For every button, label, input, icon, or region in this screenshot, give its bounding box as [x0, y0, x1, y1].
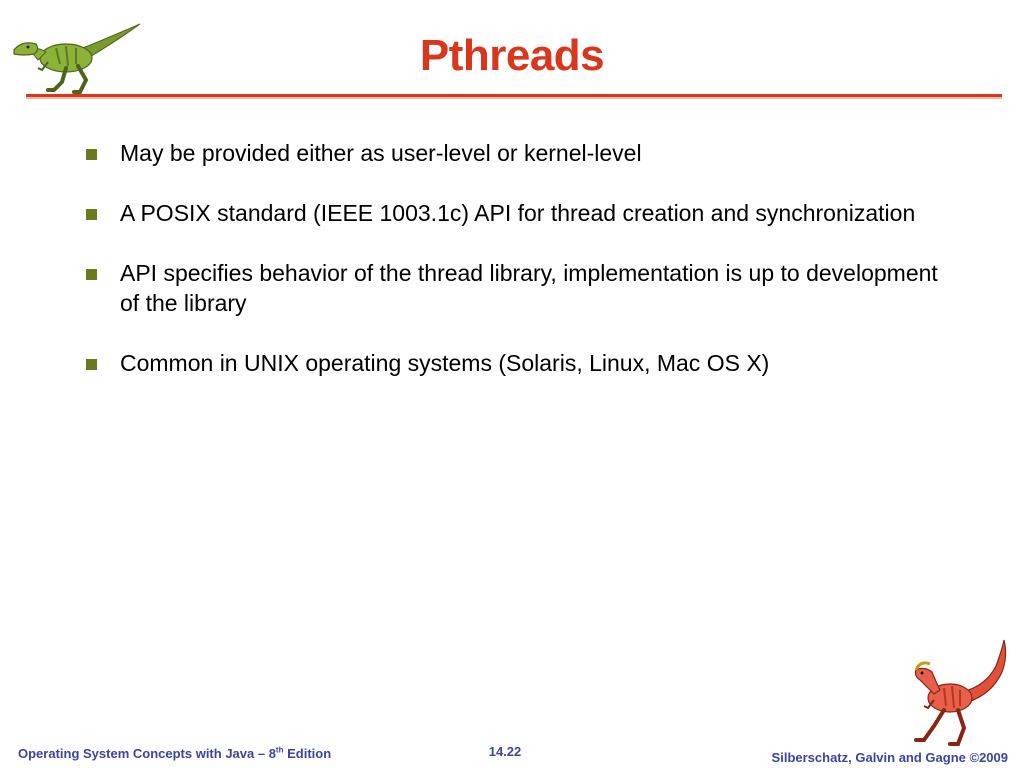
footer-course-title: [18, 746, 331, 761]
bullet-item: [86, 198, 946, 228]
square-bullet-icon: [86, 209, 97, 220]
bullet-item: [86, 138, 946, 168]
footer-course-title-suffix: Edition: [283, 746, 332, 761]
footer-course-title-prefix: Operating System Concepts with Java – 8: [18, 746, 276, 761]
square-bullet-icon: [86, 359, 97, 370]
bullet-item: [86, 348, 946, 378]
bullet-item: [86, 258, 946, 318]
footer-course-title-superscript: th: [275, 745, 284, 755]
square-bullet-icon: [86, 269, 97, 280]
title-divider: [26, 94, 1002, 99]
slide-title: Pthreads: [419, 31, 605, 80]
bullet-text: Common in UNIX operating systems (Solaris, Linux, Mac OS X): [120, 350, 770, 376]
square-bullet-icon: [86, 149, 97, 160]
footer-copyright: Silberschatz, Galvin and Gagne ©2009: [771, 750, 1008, 765]
bullet-text: A POSIX standard (IEEE 1003.1c) API for thread creation and synchronization: [120, 200, 916, 226]
bullet-text: API specifies behavior of the thread library, implementation is up to development of the library: [120, 260, 938, 316]
bullet-text: May be provided either as user-level or kernel-level: [120, 140, 642, 166]
slide-number: 14.22: [488, 744, 522, 759]
bullet-list: [86, 138, 946, 408]
red-dinosaur-icon: [904, 636, 1012, 748]
